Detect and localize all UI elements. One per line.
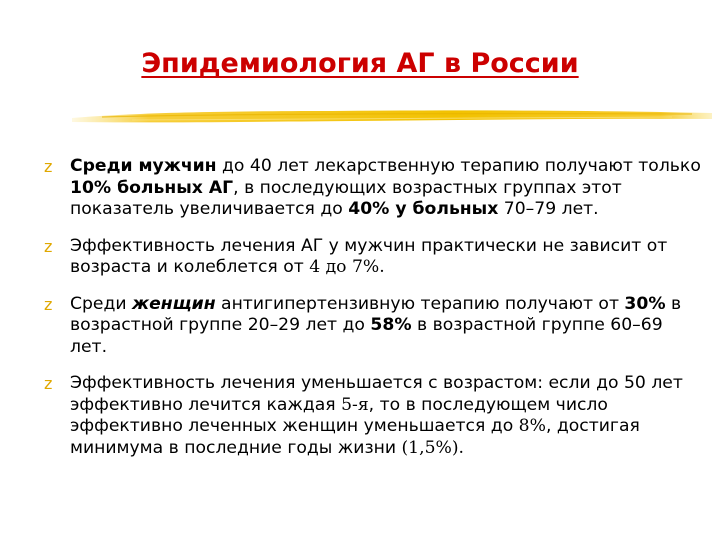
bullet-marker-icon: z [44,374,53,393]
bullet-text-segment: , то в последующем число эффективно леченных женщин уменьшается до [70,394,608,436]
bullet-text-segment: Среди мужчин [70,156,217,176]
bullet-text-segment: в возрастной группе 60–69 лет. [70,315,663,357]
bullet-item-men-effectiveness [44,236,704,279]
bullet-item-women-effectiveness [44,373,704,459]
bullet-text-segment: , в последующих возрастных группах этот показатель увеличивается до [70,177,622,219]
bullet-text-segment: 10% больных АГ [70,177,234,198]
bullet-text-segment: 40% у больных [348,199,499,219]
bullet-text-segment: 30% [624,293,666,314]
bullet-text-segment: 70–79 лет. [498,199,599,219]
bullet-text-segment: 58% [370,315,412,335]
bullet-item-women-therapy [44,294,704,359]
bullet-text-segment: , достигая минимума в последние годы жизни [70,416,640,458]
bullet-marker-icon: z [44,236,53,256]
bullet-text-segment: женщин [132,293,216,314]
slide-title: Эпидемиология АГ в России [141,48,579,79]
bullet-text-segment: до 40 лет лекарственную терапию получают только [216,156,701,176]
bullet-text-segment: (1,5%). [401,437,465,458]
bullet-text-segment: Эффективность лечения уменьшается с возрастом: если до 50 лет эффективно лечится каждая [70,373,683,415]
bullet-text-segment: антигипертензивную терапию получают от [215,293,625,314]
title-underline-brush-stroke [72,104,712,128]
bullet-text-segment: 5-я [341,394,369,415]
bullet-marker-icon: z [44,157,53,176]
bullet-list [44,156,704,474]
bullet-text-segment: Среди [70,293,133,314]
bullet-text-segment: Эффективность лечения АГ у мужчин практически не зависит от возраста и колеблется от [70,235,668,277]
bullet-text-segment: в возрастной группе 20–29 лет до [70,293,682,335]
bullet-text-segment: 8% [518,416,546,436]
bullet-marker-icon: z [44,294,53,314]
bullet-item-men-therapy [44,156,704,221]
bullet-text-segment: 4 до 7%. [309,257,385,277]
